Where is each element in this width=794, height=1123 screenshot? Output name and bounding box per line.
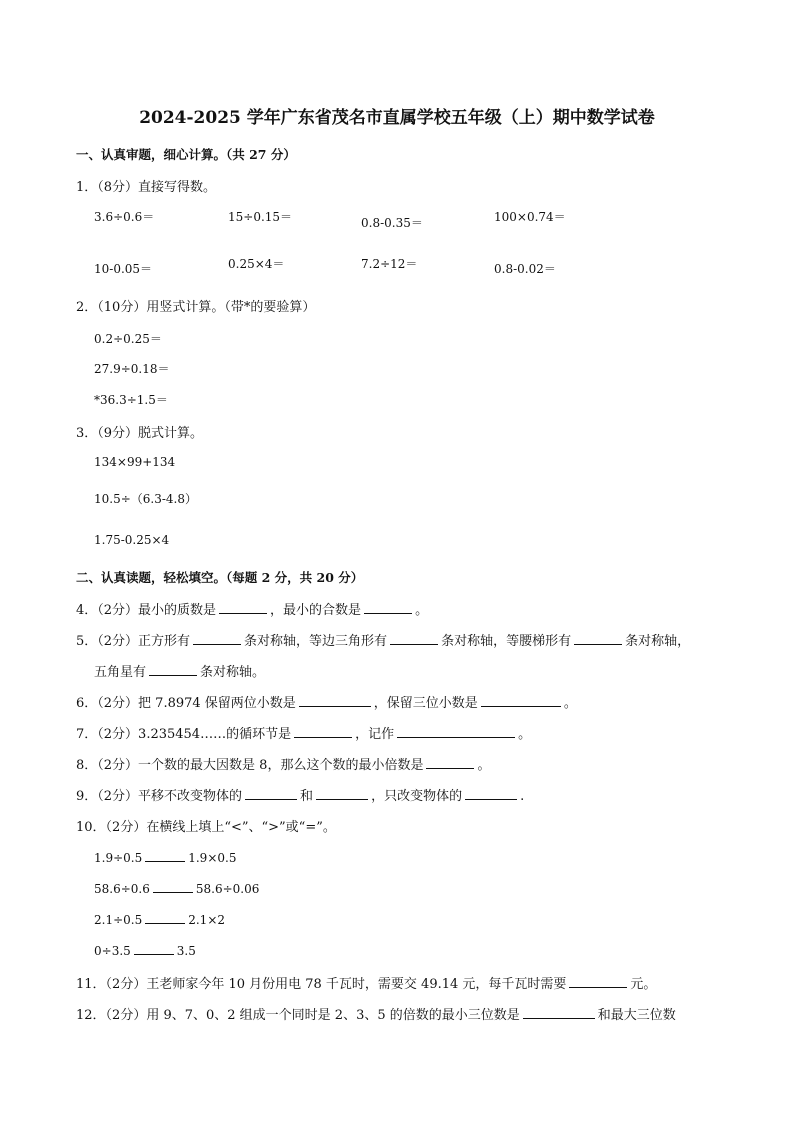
question-9 xyxy=(76,785,524,804)
answer-blank[interactable] xyxy=(145,849,185,862)
q5-text-a: 5．（2分）正方形有 xyxy=(76,634,191,649)
q8-text-b: 。 xyxy=(477,758,491,773)
q6-text-a: 6．（2分）把 7.8974 保留两位小数是 xyxy=(76,696,296,711)
q7-text-a: 7．（2分）3.235454……的循环节是 xyxy=(76,727,292,742)
q10-right: 1.9×0.5 xyxy=(188,851,237,865)
section-2-heading: 二、认真读题，轻松填空。（每题 2 分，共 20 分） xyxy=(76,570,364,585)
question-7 xyxy=(76,723,531,742)
q11-text-b: 元。 xyxy=(630,977,657,992)
answer-blank[interactable] xyxy=(426,756,474,769)
answer-blank[interactable] xyxy=(299,694,371,707)
q5-text-b: 条对称轴，等边三角形有 xyxy=(244,634,388,649)
q3-item: 10.5÷（6.3-4.8） xyxy=(94,492,197,506)
q1-item: 0.25×4＝ xyxy=(228,257,285,271)
answer-blank[interactable] xyxy=(574,632,622,645)
q4-text-b: ，最小的合数是 xyxy=(270,603,362,618)
q7-text-b: ，记作 xyxy=(355,727,395,742)
q10-right: 3.5 xyxy=(176,944,196,958)
q4-text-a: 4．（2分）最小的质数是 xyxy=(76,603,217,618)
q12-text-a: 12．（2分）用 9、7、0、2 组成一个同时是 2、3、5 的倍数的最小三位数是 xyxy=(76,1008,520,1023)
q9-text-c: ，只改变物体的 xyxy=(371,789,463,804)
answer-blank[interactable] xyxy=(149,663,197,676)
q1-item: 3.6÷0.6＝ xyxy=(94,210,155,224)
q9-text-a: 9．（2分）平移不改变物体的 xyxy=(76,789,243,804)
q2-item: 0.2÷0.25＝ xyxy=(94,332,162,346)
q10-item xyxy=(94,880,259,896)
q10-item xyxy=(94,942,196,958)
question-6 xyxy=(76,692,577,711)
answer-blank[interactable] xyxy=(153,880,193,893)
q1-item: 0.8-0.02＝ xyxy=(494,262,556,276)
q10-item xyxy=(94,849,236,865)
question-4 xyxy=(76,599,428,618)
question-5-line-1 xyxy=(76,630,690,649)
q2-item: *36.3÷1.5＝ xyxy=(94,393,168,407)
q5-text-d: 条对称轴， xyxy=(625,634,691,649)
answer-blank[interactable] xyxy=(390,632,438,645)
section-1-heading: 一、认真审题，细心计算。（共 27 分） xyxy=(76,147,296,162)
q5-text-f: 条对称轴。 xyxy=(200,665,266,680)
q12-text-b: 和最大三位数 xyxy=(597,1008,676,1023)
q1-item: 100×0.74＝ xyxy=(494,210,566,224)
q8-text-a: 8．（2分）一个数的最大因数是 8，那么这个数的最小倍数是 xyxy=(76,758,424,773)
q6-text-b: ，保留三位小数是 xyxy=(373,696,478,711)
q4-text-c: 。 xyxy=(415,603,429,618)
q9-text-b: 和 xyxy=(300,789,314,804)
answer-blank[interactable] xyxy=(481,694,561,707)
q5-text-c: 条对称轴，等腰梯形有 xyxy=(441,634,572,649)
q10-item xyxy=(94,911,225,927)
q6-text-c: 。 xyxy=(563,696,577,711)
q3-item: 1.75-0.25×4 xyxy=(94,533,170,547)
q1-item: 0.8-0.35＝ xyxy=(361,216,423,230)
q9-text-d: . xyxy=(520,789,525,804)
question-12 xyxy=(76,1004,676,1023)
q10-left: 2.1÷0.5 xyxy=(94,913,143,927)
q7-text-c: 。 xyxy=(518,727,532,742)
q10-right: 2.1×2 xyxy=(188,913,226,927)
question-2-stem: 2．（10分）用竖式计算。（带*的要验算） xyxy=(76,300,316,315)
q2-item: 27.9÷0.18＝ xyxy=(94,362,170,376)
q1-item: 7.2÷12＝ xyxy=(361,257,418,271)
q10-left: 1.9÷0.5 xyxy=(94,851,143,865)
answer-blank[interactable] xyxy=(145,911,185,924)
answer-blank[interactable] xyxy=(294,725,352,738)
q1-item: 10-0.05＝ xyxy=(94,262,153,276)
answer-blank[interactable] xyxy=(134,942,174,955)
answer-blank[interactable] xyxy=(397,725,515,738)
q5-text-e: 五角星有 xyxy=(94,665,147,680)
question-11 xyxy=(76,973,656,992)
q10-right: 58.6÷0.06 xyxy=(195,882,260,896)
q1-item: 15÷0.15＝ xyxy=(228,210,293,224)
question-10-stem: 10．（2分）在横线上填上“<”、“>”或“=”。 xyxy=(76,820,336,835)
answer-blank[interactable] xyxy=(245,787,297,800)
answer-blank[interactable] xyxy=(219,601,267,614)
answer-blank[interactable] xyxy=(316,787,368,800)
question-3-stem: 3．（9分）脱式计算。 xyxy=(76,426,204,441)
answer-blank[interactable] xyxy=(193,632,241,645)
q10-left: 58.6÷0.6 xyxy=(94,882,150,896)
page-title: 2024-2025 学年广东省茂名市直属学校五年级（上）期中数学试卷 xyxy=(139,108,655,128)
question-1-stem: 1．（8分）直接写得数。 xyxy=(76,180,217,195)
answer-blank[interactable] xyxy=(364,601,412,614)
answer-blank[interactable] xyxy=(523,1006,595,1019)
question-5-line-2 xyxy=(94,661,265,680)
q10-left: 0÷3.5 xyxy=(94,944,131,958)
answer-blank[interactable] xyxy=(569,975,627,988)
q3-item: 134×99+134 xyxy=(94,455,176,469)
question-8 xyxy=(76,754,490,773)
answer-blank[interactable] xyxy=(465,787,517,800)
q11-text-a: 11．（2分）王老师家今年 10 月份用电 78 千瓦时，需要交 49.14 元，每千瓦时需要 xyxy=(76,977,567,992)
